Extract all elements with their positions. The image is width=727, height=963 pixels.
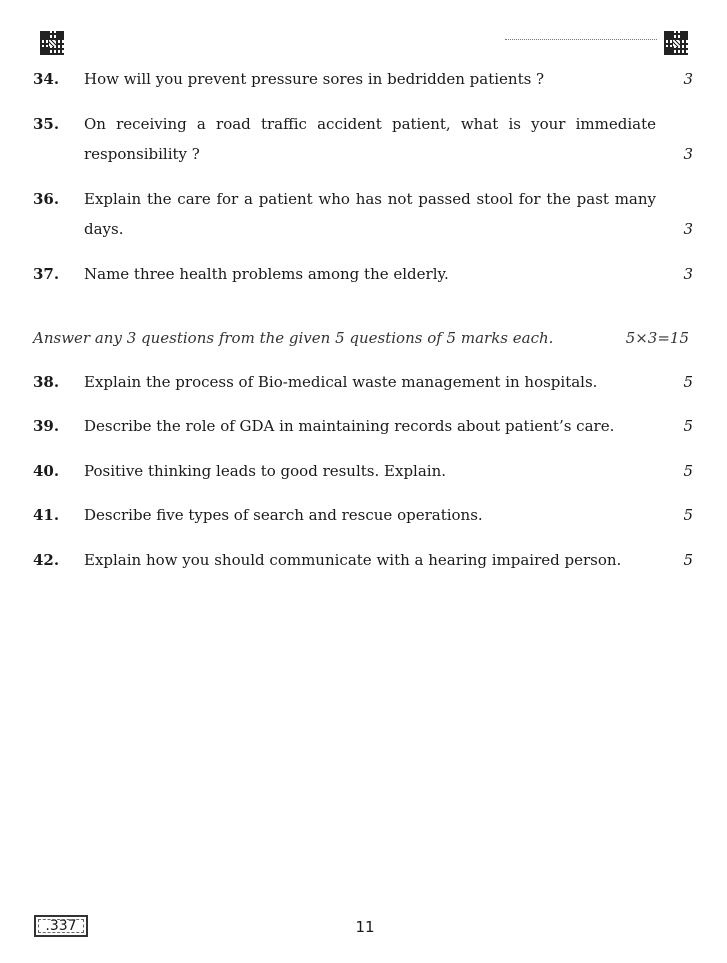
question-item [33,545,693,575]
question-marks: 3 [683,145,693,163]
section-instruction-text: Answer any 3 questions from the given 5 questions of 5 marks each. [33,329,554,347]
question-marks: 5 [683,551,693,569]
question-text: Positive thinking leads to good results. Explain. [84,462,447,480]
question-marks: 5 [683,506,693,524]
question-text: Describe the role of GDA in maintaining records about patient’s care. [84,417,615,435]
question-number: 34. [33,70,60,88]
question-marks: 5 [683,373,693,391]
question-number: 38. [33,373,60,391]
section-instruction [33,323,689,353]
question-text: Explain how you should communicate with a hearing impaired person. [84,551,622,569]
question-text: How will you prevent pressure sores in bedridden patients ? [84,70,545,88]
paper-code: .337 [45,918,77,934]
question-number: 35. [33,115,60,133]
question-text: On receiving a road traffic accident patient, what is your immediate responsibility ? [84,115,656,163]
qr-code-icon [40,31,64,55]
question-item [33,259,693,289]
question-item [33,109,693,169]
question-number: 37. [33,265,60,283]
question-text: Describe five types of search and rescue operations. [84,506,483,524]
paper-code-box [34,915,88,937]
question-number: 39. [33,417,60,435]
question-item [33,184,693,244]
question-marks: 5 [683,462,693,480]
question-number: 42. [33,551,60,569]
question-marks: 3 [683,70,693,88]
marks-scheme: 5×3=15 [625,329,689,347]
question-item [33,64,693,94]
question-text: Explain the care for a patient who has not passed stool for the past many days. [84,190,656,238]
question-marks: 5 [683,417,693,435]
question-number: 40. [33,462,60,480]
question-text: Explain the process of Bio-medical waste management in hospitals. [84,373,598,391]
qr-code-icon [664,31,688,55]
page-number: 11 [355,918,375,936]
question-text: Name three health problems among the elderly. [84,265,449,283]
question-number: 36. [33,190,60,208]
question-item [33,456,693,486]
question-marks: 3 [683,265,693,283]
question-item [33,500,693,530]
question-item [33,411,693,441]
microtext-line [505,39,657,40]
question-marks: 3 [683,220,693,238]
question-number: 41. [33,506,60,524]
question-item [33,367,693,397]
